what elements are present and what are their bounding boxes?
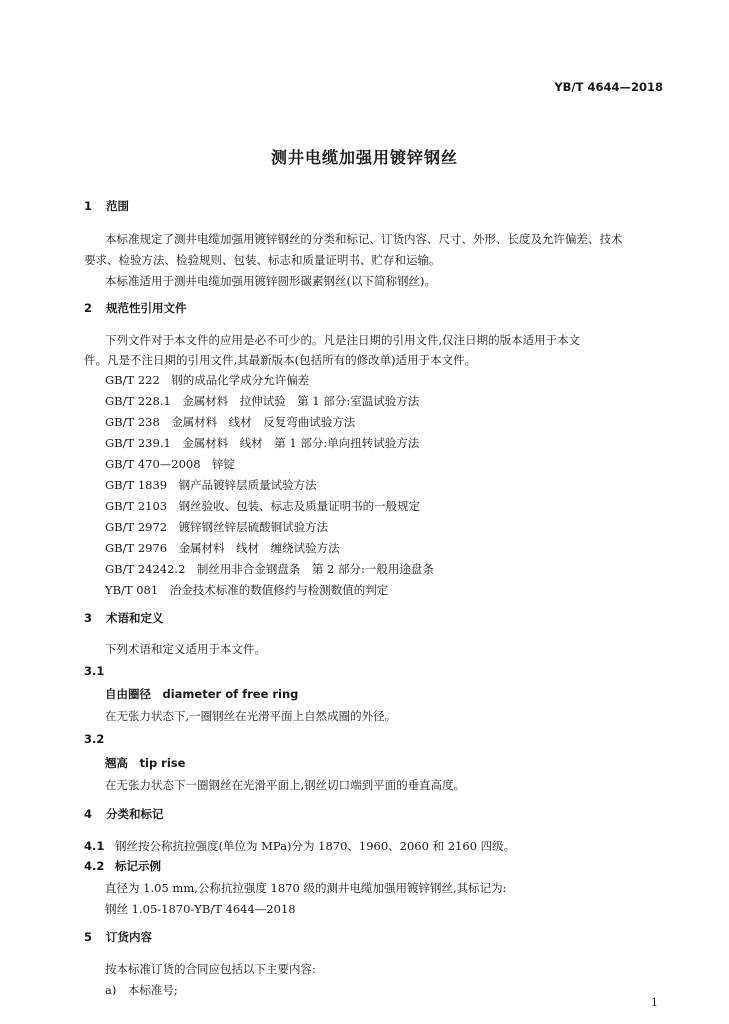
paragraph-line: 直径为 1.05 mm,公称抗拉强度 1870 级的测井电缆加强用镀锌钢丝,其标记为: (105, 881, 507, 895)
clause-heading: 标记示例 (115, 859, 161, 873)
paragraph-line: 按本标准订货的合同应包括以下主要内容: (105, 962, 316, 976)
reference-item: GB/T 222 钢的成品化学成分允许偏差 (105, 373, 310, 387)
clause-4-1 (84, 838, 515, 854)
section-1-heading (84, 198, 129, 214)
clause-number: 4.2 (84, 859, 105, 873)
term-heading: 翘高 tip rise (105, 756, 186, 770)
section-4-heading (84, 806, 164, 822)
section-2-heading (84, 300, 187, 316)
standard-code: YB/T 4644—2018 (554, 80, 663, 94)
section-title: 术语和定义 (106, 611, 164, 625)
section-number: 4 (84, 807, 93, 821)
reference-item: GB/T 24242.2 制丝用非合金钢盘条 第 2 部分:一般用途盘条 (105, 562, 434, 576)
section-title: 订货内容 (106, 930, 152, 944)
section-title: 分类和标记 (106, 807, 164, 821)
clause-4-2 (84, 858, 161, 874)
term-heading: 自由圈径 diameter of free ring (105, 687, 299, 701)
section-number: 5 (84, 930, 93, 944)
term-number: 3.1 (84, 664, 105, 678)
list-item: a) 本标准号; (105, 983, 178, 997)
section-title: 范围 (106, 199, 129, 213)
reference-item: GB/T 2972 镀锌钢丝锌层硫酸铜试验方法 (105, 520, 329, 534)
reference-item: GB/T 239.1 金属材料 线材 第 1 部分:单向扭转试验方法 (105, 436, 420, 450)
clause-text: 钢丝按公称抗拉强度(单位为 MPa)分为 1870、1960、2060 和 2160 四级。 (115, 839, 516, 853)
paragraph-line: 下列文件对于本文件的应用是必不可少的。凡是注日期的引用文件,仅注日期的版本适用于本文 (105, 333, 581, 347)
paragraph-line: 要求、检验方法、检验规则、包装、标志和质量证明书、贮存和运输。 (84, 253, 441, 267)
page-number: 1 (651, 996, 658, 1009)
term-definition: 在无张力状态下,一圈钢丝在光滑平面上自然成圈的外径。 (105, 709, 397, 723)
term-definition: 在无张力状态下一圈钢丝在光滑平面上,钢丝切口端到平面的垂直高度。 (105, 778, 466, 792)
reference-item: YB/T 081 冶金技术标准的数值修约与检测数值的判定 (105, 583, 389, 597)
document-title: 测井电缆加强用镀锌钢丝 (270, 148, 458, 167)
reference-item: GB/T 238 金属材料 线材 反复弯曲试验方法 (105, 415, 356, 429)
section-number: 1 (84, 199, 93, 213)
clause-number: 4.1 (84, 839, 105, 853)
section-title: 规范性引用文件 (106, 301, 187, 315)
paragraph-line: 本标准规定了测井电缆加强用镀锌钢丝的分类和标记、订货内容、尺寸、外形、长度及允许偏差、技术 (105, 232, 623, 246)
section-5-heading (84, 929, 152, 945)
section-3-heading (84, 610, 164, 626)
section-number: 3 (84, 611, 93, 625)
reference-item: GB/T 2976 金属材料 线材 缠绕试验方法 (105, 541, 340, 555)
paragraph-line: 件。凡是不注日期的引用文件,其最新版本(包括所有的修改单)适用于本文件。 (84, 353, 477, 367)
reference-item: GB/T 470—2008 锌锭 (105, 457, 236, 471)
section-number: 2 (84, 301, 93, 315)
marking-example: 钢丝 1.05-1870-YB/T 4644—2018 (105, 902, 296, 916)
reference-item: GB/T 228.1 金属材料 拉伸试验 第 1 部分:室温试验方法 (105, 394, 420, 408)
reference-item: GB/T 1839 钢产品镀锌层质量试验方法 (105, 478, 317, 492)
reference-item: GB/T 2103 钢丝验收、包装、标志及质量证明书的一般规定 (105, 499, 421, 513)
term-number: 3.2 (84, 732, 105, 746)
paragraph-line: 下列术语和定义适用于本文件。 (105, 642, 266, 656)
paragraph-line: 本标准适用于测井电缆加强用镀锌圆形碳素钢丝(以下简称钢丝)。 (105, 274, 436, 288)
